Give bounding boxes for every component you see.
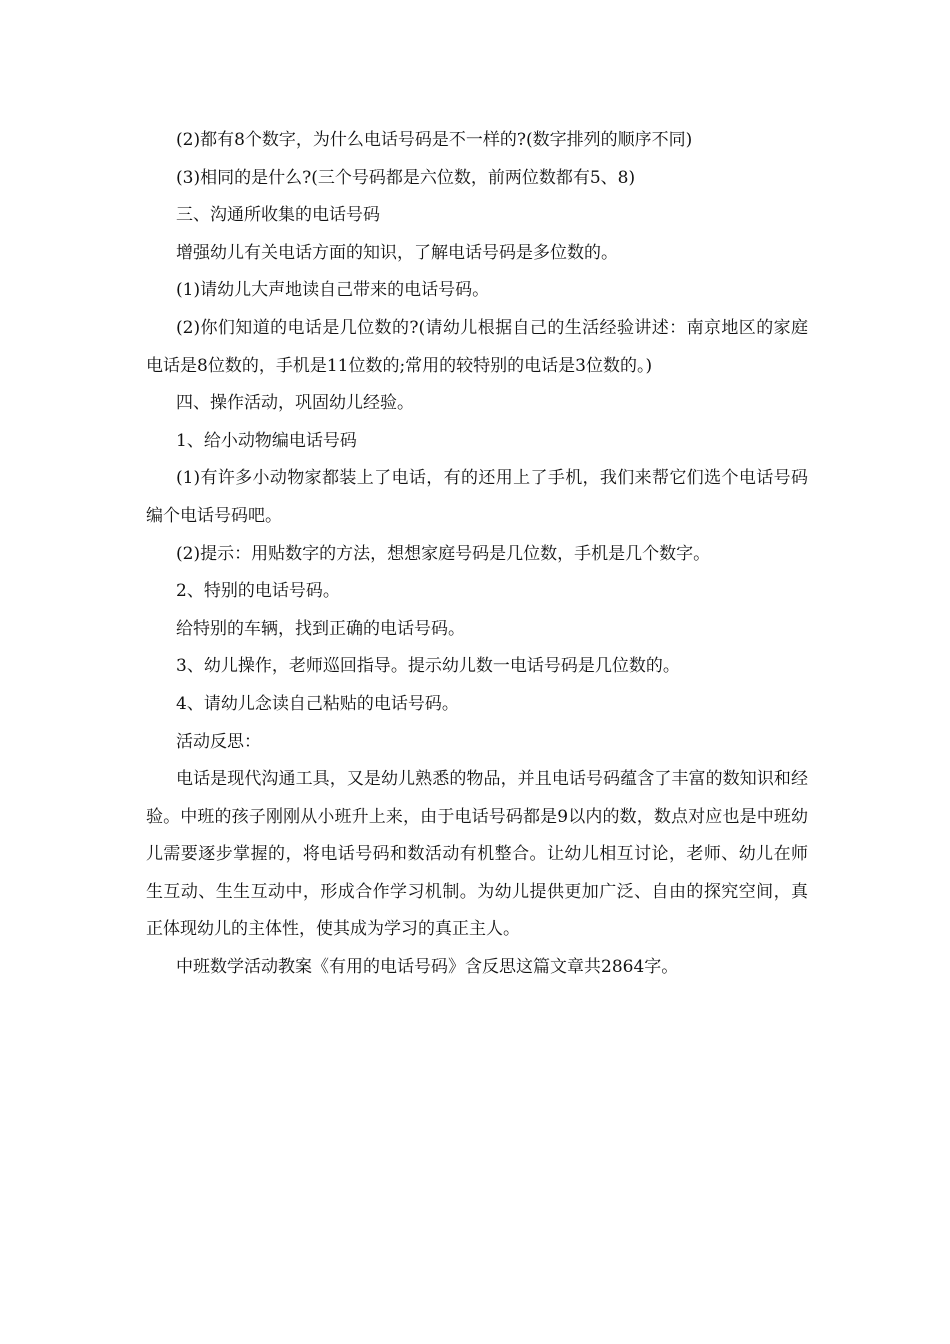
paragraph: (2)都有8个数字，为什么电话号码是不一样的?(数字排列的顺序不同) [176,130,693,150]
paragraph: (1)有许多小动物家都装上了电话，有的还用上了手机，我们来帮它们选个电话号码编个电话号码吧。 [146,468,808,526]
paragraph: 中班数学活动教案《有用的电话号码》含反思这篇文章共2864字。 [176,957,679,978]
section-heading: 三、沟通所收集的电话号码 [176,205,380,226]
paragraph: 3、幼儿操作，老师巡回指导。提示幼儿数一电话号码是几位数的。 [176,656,680,677]
paragraph: 2、特别的电话号码。 [176,581,340,602]
paragraph: 给特别的车辆，找到正确的电话号码。 [176,618,465,639]
section-heading: 四、操作活动，巩固幼儿经验。 [176,393,414,414]
document-body [146,122,808,987]
paragraph: (3)相同的是什么?(三个号码都是六位数，前两位数都有5、8) [176,167,636,188]
paragraph: (1)请幼儿大声地读自己带来的电话号码。 [176,280,490,301]
paragraph: 电话是现代沟通工具，又是幼儿熟悉的物品，并且电话号码蕴含了丰富的数知识和经验。中班的孩子刚刚从小班升上来，由于电话号码都是9以内的数，数点对应也是中班幼儿需要逐步掌握的，将电话号码和数活动有机整合。让幼儿相互讨论，老师、幼儿在师生互动、生生互动中，形成合作学习机制。为幼儿提供更加广泛、自由的探究空间，真正体现幼儿的主体性，使其成为学习的真正主人。 [146,769,808,940]
paragraph: 增强幼儿有关电话方面的知识，了解电话号码是多位数的。 [176,242,618,263]
paragraph: (2)你们知道的电话是几位数的?(请幼儿根据自己的生活经验讲述：南京地区的家庭电话是8位数的，手机是11位数的;常用的较特别的电话是3位数的。) [146,317,808,376]
paragraph: 4、请幼儿念读自己粘贴的电话号码。 [176,693,459,714]
paragraph: 1、给小动物编电话号码 [176,430,357,451]
section-heading: 活动反思： [176,731,261,752]
paragraph: (2)提示：用贴数字的方法，想想家庭号码是几位数，手机是几个数字。 [176,543,711,564]
